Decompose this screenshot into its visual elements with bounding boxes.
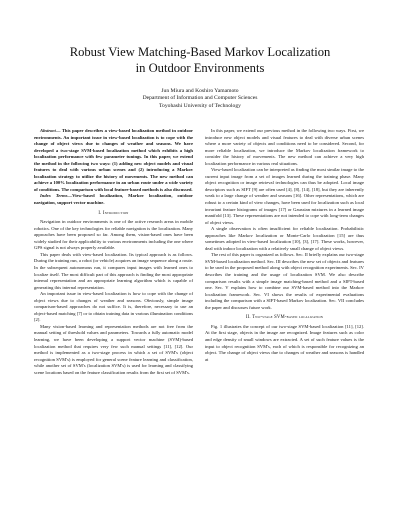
intro-paragraph-6: View-based localization can be interpreted as finding the most similar image to the current input image from a set of images learned during the training phase. Many object recognition or image retrieval technologies can thus be adopted. Local image descriptors such as SIFT [9] are often used [4], [8], [14], [18], but they are inherently weak to a large change of weather and seasons [16]. Other representations, which are robust to a certain kind of view changes, have been used for localization such as local invariant feature histograms of images [17] or Gaussian mixtures in a learned image manifold [13]. These representations are not intended to cope with long-term changes of object views. bbox=[205, 167, 364, 225]
abstract-text: — This paper describes a view-based localization method in outdoor environments. An important issue in view-based localization is to cope with the change of object views due to changes of weather and seasons. We have developed a two-stage SVM-based localization method which exhibits a high localization performance with few parameter tunings. In this paper, we extend the method in the following two ways: (1) adding new object models and visual features to deal with various urban scenes and (2) introducing a Markov localization strategy to utilize the history of movements. The new method can achieve a 100% localization performance in an urban route under a wide variety of conditions. The comparison with local feature-based methods is also discussed. bbox=[34, 128, 193, 192]
intro-paragraph-8: The rest of this paper is organized as follows. Sec. II briefly explains our two-stage SVM-based localization method. Sec. III describes the new set of objects and features to be used in the proposed method along with object recognition experiments. Sec. IV describes the training and the usage of localization SVM. We also describe comparison results with a simple image matching-based method and a SIFT-based one. Sec. V explains how to combine our SVM-based method into the Markov localization framework. Sec. VI shows the results of experimental evaluations including the comparison with a SIFT-based Markov localization. Sec. VII concludes the paper and discusses future work. bbox=[205, 252, 364, 310]
abstract-label: Abstract bbox=[40, 128, 56, 133]
left-column bbox=[34, 128, 193, 376]
intro-paragraph-7: A single observation is often insufficient for reliable localization. Probabilistic approaches like Markov localization or Monte-Carlo localization [15] are thus sometimes adopted in view-based localization [10], [3], [17]. These works, however, deal with indoor localization with a relatively small change of object views. bbox=[205, 226, 364, 251]
section-heading-introduction: I. Introduction bbox=[98, 210, 129, 216]
author-affiliation: Department of Information and Computer Sciences bbox=[142, 95, 258, 102]
title-line-2: in Outdoor Environments bbox=[135, 61, 265, 75]
author-university: Toyohashi University of Technology bbox=[159, 102, 241, 109]
intro-paragraph-5: In this paper, we extend our previous method in the following two ways. First, we introduce new object models and visual features to deal with diverse urban scenes where a more variety of objects and conditions need to be considered. Second, for more reliable localization, we introduce the Markov localization framework to consider the history of movements. The new method can achieve a very high localization performance in various real situations. bbox=[205, 128, 364, 166]
index-terms-label: Index Terms bbox=[40, 193, 68, 199]
section-heading-two-stage: II. Two-stage SVM-based localization bbox=[245, 315, 324, 321]
title-line-1: Robust View Matching-Based Markov Localization bbox=[69, 45, 331, 59]
abstract bbox=[34, 128, 193, 193]
index-terms bbox=[34, 193, 193, 206]
intro-paragraph-2: This paper deals with view-based localization. Its typical approach is as follows. During the training run, a robot (or vehicle) acquires an image sequence along a route. In the subsequent autonomous run, it compares input images with learned ones to localize itself. The most difficult part of this approach is finding the most appropriate internal representation and an appropriate learning algorithm which is capable of generating this internal representation. bbox=[34, 251, 193, 290]
intro-paragraph-3: An important issue in view-based localization is how to cope with the change of object views due to changes of weather and seasons. Obviously, simple image comparison-based approaches do not suffice. It is, therefore, necessary to use an object-based matching [7] or to obtain training data in various illumination conditions [2]. bbox=[34, 291, 193, 323]
index-terms-text: —View-based localization, Markov localization, outdoor navigation, support vector machine. bbox=[34, 193, 194, 206]
section2-paragraph-1: Fig. 1 illustrates the concept of our two-stage SVM-based localization [11], [12]. At the first stage, objects in the image are recognized. Image features such as color and edge density of small windows are extracted. A set of such feature values is the input to object recognition SVM's, each of which is responsible for recognizing an object. The change of object views due to changes of weather and seasons is handled at bbox=[205, 323, 364, 362]
intro-paragraph-1: Navigation in outdoor environments is one of the active research areas in mobile robotics. One of the key technologies for reliable navigation is the localization. Many approaches have been proposed so far. Among them, vision-based ones have been widely studied for their applicability to various environments including the one where GPS signal is not always properly available. bbox=[34, 219, 193, 251]
author-block bbox=[60, 88, 340, 110]
intro-paragraph-4: Many vision-based learning and representation methods are not free from the manual setting of threshold values and parameters. Towards a fully automatic model learning, we have been developing a support vector machine (SVM)-based localization method that requires very few such manual settings [11], [12]. Our method is implemented as a two-stage process in which a set of SVM's (object recognition SVM's) is employed for general scene feature learning and classification, while another set of SVM's (localization SVM's) is used for learning and classifying scene locations based on the feature classification results from the first set of SVM's. bbox=[34, 323, 193, 375]
author-names: Jun Miura and Koshiro Yamamoto bbox=[161, 88, 239, 94]
paper-title bbox=[40, 44, 360, 76]
right-column bbox=[205, 128, 364, 363]
